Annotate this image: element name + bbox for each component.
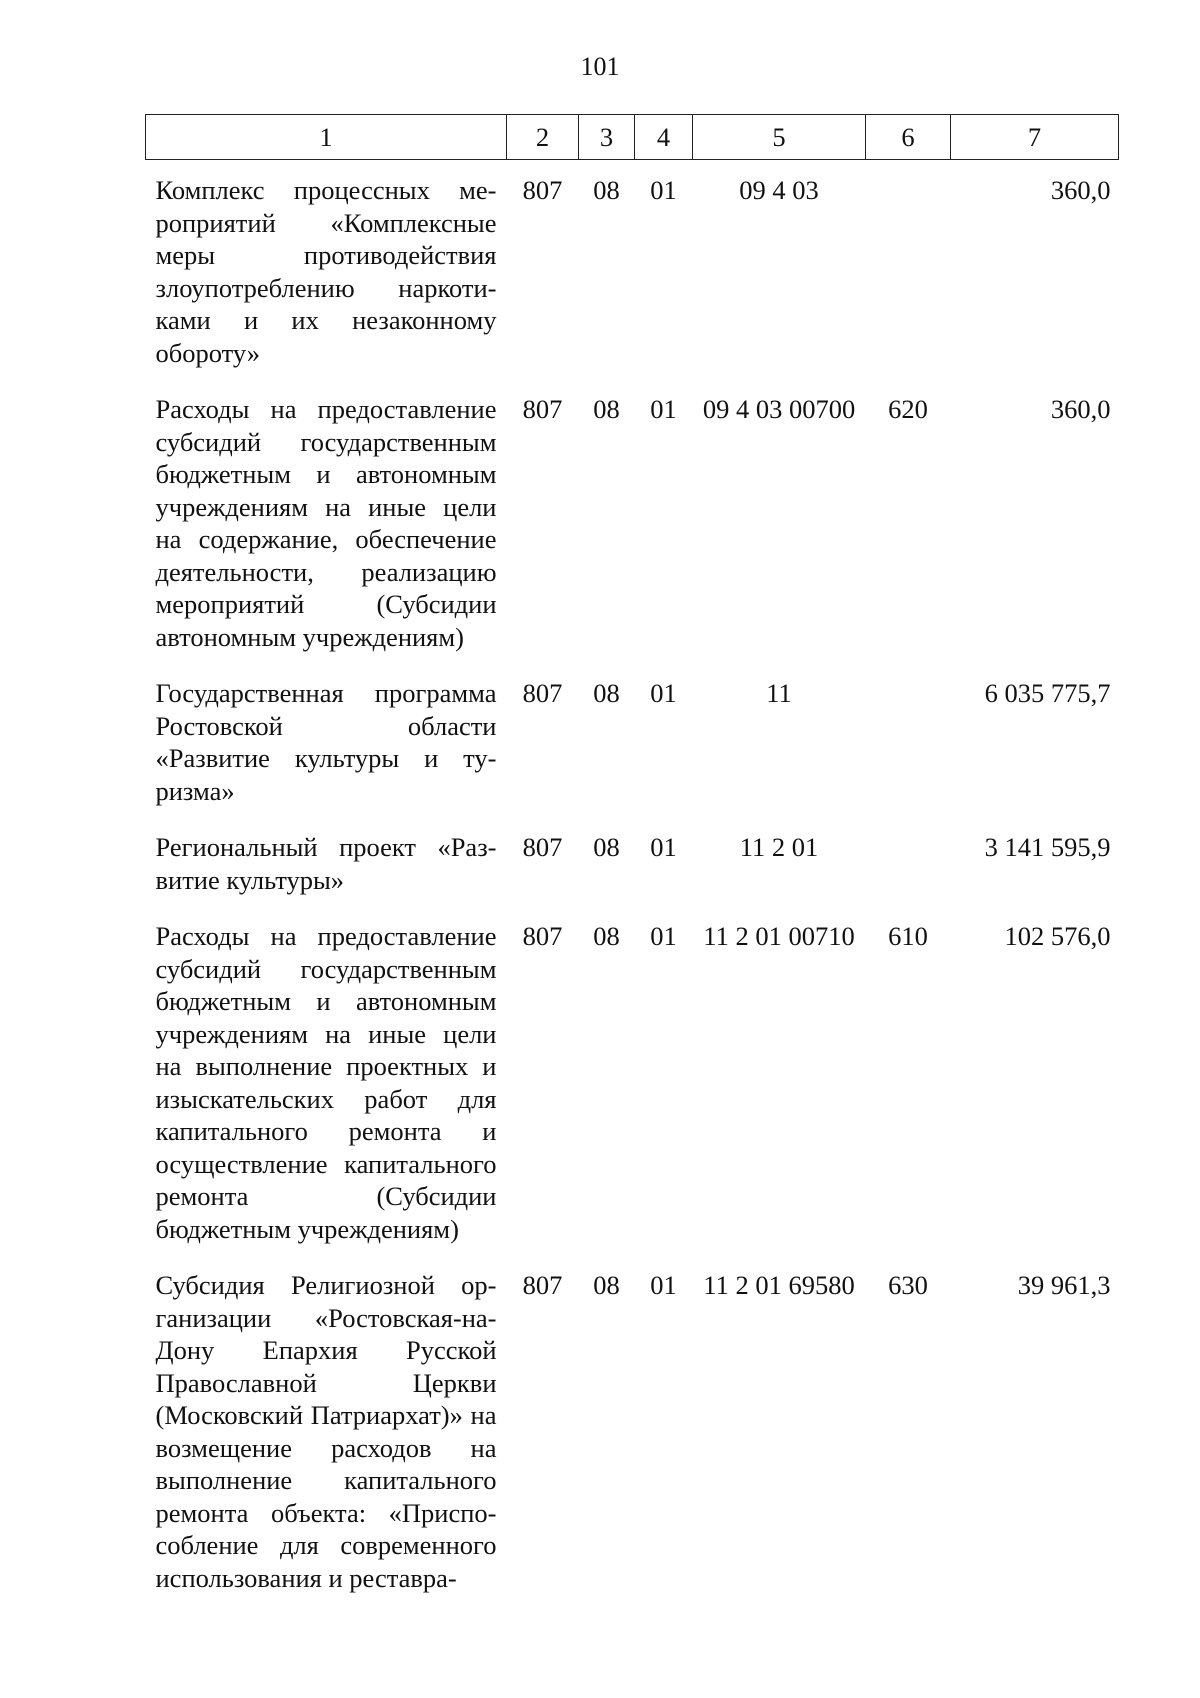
row-code-2: 807: [522, 678, 563, 708]
row-name: Государственная программа Ростовской области «Развитие культуры и туризма»: [155, 678, 497, 806]
column-header-3: 3: [579, 115, 635, 160]
column-header-2: 2: [507, 115, 579, 160]
row-name: Субсидия Религиозной организации «Ростовская-на-Дону Епархия Русской Православной Церкви (Московский Патриархат)» на возмещение расходов на выполнение капитального ремонта объекта: «Приспособление для современного использования и реставра-: [155, 1270, 497, 1593]
row-amount: 102 576,0: [1004, 921, 1111, 951]
row-amount: 360,0: [1050, 175, 1111, 205]
row-name: Расходы на предоставление субсидий государственным бюджетным и автономным учреждениям на иные цели на выполнение проектных и изыскательских работ для капитального ремонта и осуществление капитального ремонта (Субсидии бюджетным учреждениям): [155, 921, 497, 1244]
row-code-5: 09 4 03: [739, 175, 819, 205]
table-row: [146, 160, 1119, 380]
row-code-6: 620: [888, 394, 928, 424]
row-code-4: 01: [650, 1270, 677, 1300]
row-code-5: 11 2 01 00710: [703, 921, 855, 951]
row-code-3: 08: [593, 175, 620, 205]
column-header-5: 5: [693, 115, 866, 160]
row-code-5: 11: [766, 678, 792, 708]
row-code-5: 11 2 01: [739, 832, 819, 862]
row-amount: 360,0: [1050, 394, 1111, 424]
table-row: [146, 906, 1119, 1255]
row-name: Комплекс процессных мероприятий «Комплексные меры противодействия злоупотреблению наркотиками и их незаконному обороту»: [155, 175, 497, 368]
row-code-3: 08: [593, 832, 620, 862]
row-code-3: 08: [593, 678, 620, 708]
row-code-6: 610: [888, 921, 928, 951]
row-code-6: 630: [888, 1270, 928, 1300]
table-body: [146, 160, 1119, 1605]
header-row: [146, 115, 1119, 160]
row-amount: 6 035 775,7: [984, 678, 1111, 708]
row-code-4: 01: [650, 832, 677, 862]
row-code-2: 807: [522, 175, 563, 205]
row-code-4: 01: [650, 175, 677, 205]
row-code-4: 01: [650, 678, 677, 708]
row-code-6: [866, 663, 951, 817]
row-code-6: [866, 160, 951, 380]
table-row: [146, 1255, 1119, 1604]
row-code-2: 807: [522, 921, 563, 951]
row-code-2: 807: [522, 1270, 563, 1300]
row-code-4: 01: [650, 921, 677, 951]
table-row: [146, 817, 1119, 906]
row-code-3: 08: [593, 1270, 620, 1300]
column-header-1: 1: [146, 115, 507, 160]
table-header: [146, 115, 1119, 160]
column-header-4: 4: [635, 115, 693, 160]
row-code-3: 08: [593, 921, 620, 951]
row-code-5: 09 4 03 00700: [702, 394, 856, 424]
row-code-3: 08: [593, 394, 620, 424]
row-amount: 3 141 595,9: [984, 832, 1111, 862]
table-row: [146, 379, 1119, 663]
row-amount: 39 961,3: [1017, 1270, 1111, 1300]
budget-table: [145, 114, 1119, 1604]
row-code-5: 11 2 01 69580: [703, 1270, 855, 1300]
table-row: [146, 663, 1119, 817]
column-header-6: 6: [866, 115, 951, 160]
row-code-2: 807: [522, 832, 563, 862]
row-code-4: 01: [650, 394, 677, 424]
row-code-2: 807: [522, 394, 563, 424]
row-name: Расходы на предоставление субсидий государственным бюджетным и автономным учреждениям на иные цели на содержание, обеспечение деятельности, реализацию мероприятий (Субсидии автономным учреждениям): [155, 394, 497, 652]
column-header-7: 7: [951, 115, 1119, 160]
page-number: 101: [580, 52, 620, 81]
row-name: Региональный проект «Развитие культуры»: [155, 832, 497, 895]
row-code-6: [866, 817, 951, 906]
